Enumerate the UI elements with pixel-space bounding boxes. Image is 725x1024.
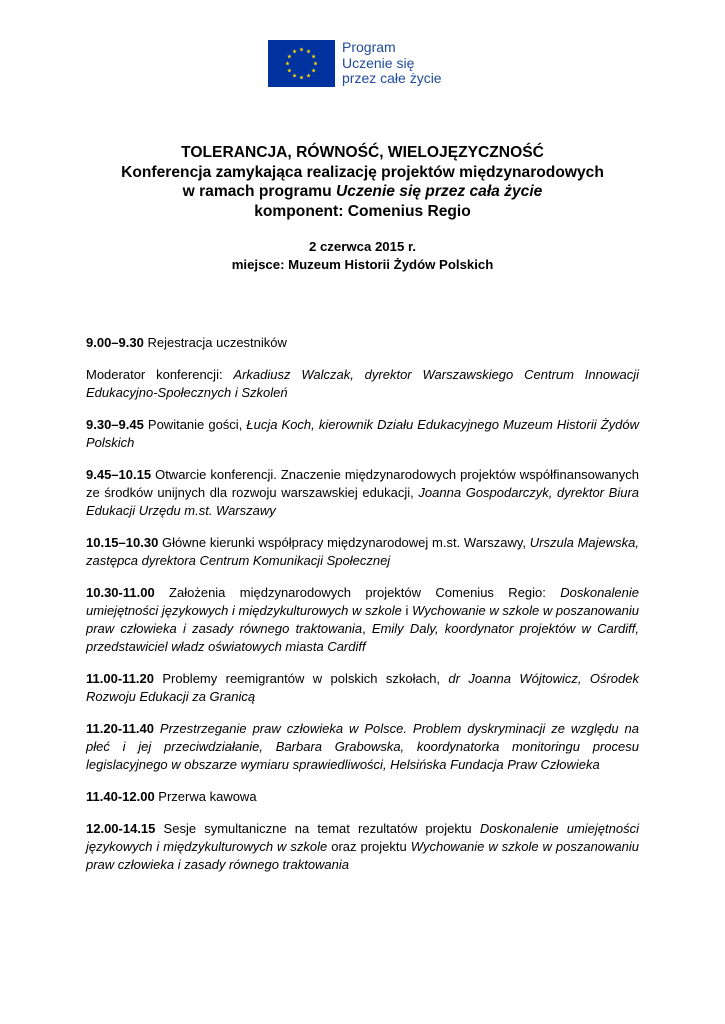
agenda-item	[86, 334, 639, 352]
agenda-text: Problemy reemigrantów w polskich szkołach,	[153, 670, 449, 686]
title-line-3-prefix: w ramach programu	[182, 183, 337, 200]
event-meta	[0, 238, 725, 274]
agenda-speaker: Urszula Majewska, zastępca dyrektora Centrum Komunikacji Społecznej	[86, 534, 639, 568]
agenda-time: 12.00-14.15	[86, 820, 156, 836]
agenda-project-title: Doskonalenie umiejętności językowych i międzykulturowych w szkole	[86, 584, 639, 618]
agenda-text: Założenia międzynarodowych projektów Comenius Regio:	[154, 584, 561, 600]
program-logo	[268, 40, 458, 90]
agenda-item	[86, 466, 639, 521]
agenda-text: Moderator konferencji:	[86, 366, 234, 382]
agenda-speaker: Łucja Koch, kierownik Działu Edukacyjnego Muzeum Historii Żydów Polskich	[86, 416, 639, 450]
eu-flag-background	[268, 40, 335, 87]
document-header	[0, 143, 725, 221]
agenda-speaker: dr Joanna Wójtowicz, Ośrodek Rozwoju Edukacji za Granicą	[86, 670, 639, 705]
title-line-3-italic: Uczenie się przez cała życie	[336, 183, 543, 200]
agenda-time: 9.45–10.15	[86, 466, 152, 482]
agenda-text: Powitanie gości,	[143, 416, 247, 432]
title-line-3	[0, 182, 725, 202]
agenda-project-title: Wychowanie w szkole w poszanowaniu praw człowieka i zasady równego traktowania	[86, 602, 639, 636]
agenda-time: 9.30–9.45	[86, 416, 144, 432]
agenda-item	[86, 416, 639, 452]
agenda-item	[86, 366, 639, 402]
agenda-time: 11.00-11.20	[86, 670, 154, 686]
title-line-4: komponent: Comenius Regio	[254, 202, 471, 220]
agenda-item	[86, 720, 639, 775]
logo-line-1: Program	[342, 39, 396, 55]
agenda-time: 10.30-11.00	[86, 584, 155, 600]
title-line-1: TOLERANCJA, RÓWNOŚĆ, WIELOJĘZYCZNOŚĆ	[181, 144, 544, 161]
logo-line-2: Uczenie się	[342, 54, 415, 71]
agenda-item	[86, 788, 639, 806]
agenda-project-title: Wychowanie w szkole w poszanowaniu praw człowieka i zasady równego traktowania	[86, 838, 639, 872]
agenda-speaker: Przestrzeganie praw człowieka w Polsce. Problem dyskryminacji ze względu na płeć i jej przeciwdziałanie, Barbara Grabowska, koordynatorka monitoringu procesu legislacyjnego w obszarze wymiaru sprawiedliwości, Helsińska Fundacja Praw Człowieka	[86, 720, 639, 773]
agenda-speaker: Emily Daly, koordynator projektów w Cardiff, przedstawiciel władz oświatowych miasta Cardiff	[86, 620, 640, 655]
title-line-2: Konferencja zamykająca realizację projektów międzynarodowych	[121, 163, 604, 181]
agenda-project-title: Doskonalenie umiejętności językowych i międzykulturowych w szkole	[86, 820, 639, 854]
agenda-item	[86, 820, 639, 875]
agenda	[86, 334, 639, 888]
eu-flag-icon	[268, 40, 335, 87]
agenda-item	[86, 584, 639, 657]
agenda-text: Sesje symultaniczne na temat rezultatów projektu	[155, 820, 480, 836]
agenda-time: 11.40-12.00	[86, 788, 155, 804]
agenda-text: Otwarcie konferencji. Znaczenie międzynarodowych projektów współfinansowanych ze środków unijnych dla rozwoju warszawskiej edukacji,	[86, 466, 639, 500]
agenda-text: ,	[362, 620, 372, 636]
agenda-text: oraz projektu	[327, 838, 411, 854]
agenda-time: 11.20-11.40	[86, 720, 154, 736]
agenda-text: i	[401, 602, 413, 618]
event-place: miejsce: Muzeum Historii Żydów Polskich	[231, 257, 494, 272]
agenda-item	[86, 534, 639, 570]
agenda-time: 10.15–10.30	[86, 534, 159, 550]
agenda-text: Główne kierunki współpracy międzynarodowej m.st. Warszawy,	[158, 534, 530, 550]
agenda-time: 9.00–9.30	[86, 335, 144, 350]
agenda-speaker: Arkadiusz Walczak, dyrektor Warszawskiego Centrum Innowacji Edukacyjno-Społecznych i Szkoleń	[86, 366, 639, 400]
agenda-item	[86, 670, 639, 706]
agenda-text: Przerwa kawowa	[154, 788, 257, 804]
agenda-speaker: Joanna Gospodarczyk, dyrektor Biura Edukacji Urzędu m.st. Warszawy	[86, 484, 640, 518]
agenda-text: Rejestracja uczestników	[143, 335, 287, 350]
logo-line-3: przez całe życie	[342, 70, 442, 86]
logo-text	[342, 40, 442, 87]
event-date: 2 czerwca 2015 r.	[308, 239, 417, 254]
